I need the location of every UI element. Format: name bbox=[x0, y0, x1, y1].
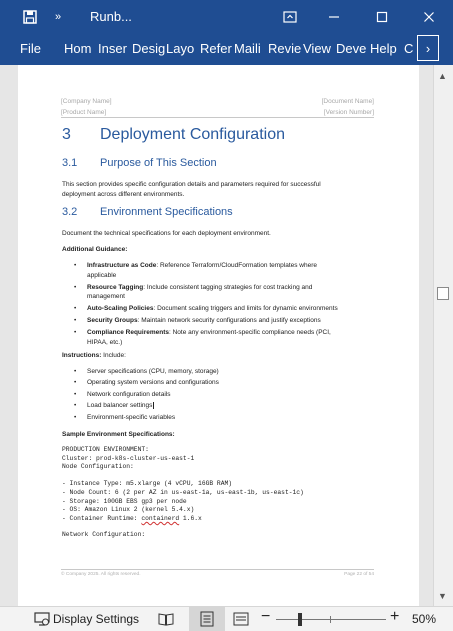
tab-help[interactable]: Help bbox=[370, 41, 397, 56]
zoom-level[interactable]: 50% bbox=[412, 612, 437, 626]
tab-insert[interactable]: Inser bbox=[98, 41, 127, 56]
code-line: Network Configuration: bbox=[62, 531, 146, 538]
zoom-slider-thumb[interactable] bbox=[298, 613, 302, 626]
tab-mailings[interactable]: Maili bbox=[234, 41, 261, 56]
display-settings-button[interactable]: Display Settings bbox=[53, 612, 140, 626]
print-layout-icon bbox=[200, 611, 214, 627]
tab-home[interactable]: Hom bbox=[64, 41, 92, 56]
tab-review[interactable]: Revie bbox=[268, 41, 302, 56]
status-bar bbox=[0, 606, 453, 631]
code-line: - Storage: 100GB EBS gp3 per node bbox=[62, 497, 187, 505]
code-line: - Instance Type: m5.xlarge (4 vCPU, 16GB RAM) bbox=[62, 480, 233, 488]
code-line-runtime: - Container Runtime: containerd 1.6.x bbox=[62, 514, 202, 522]
vertical-scrollbar[interactable] bbox=[433, 65, 453, 606]
scrollbar-thumb[interactable] bbox=[437, 287, 449, 300]
ribbon-tabs bbox=[0, 33, 453, 65]
text-cursor bbox=[153, 402, 154, 409]
zoom-slider-center-tick bbox=[330, 616, 331, 623]
tab-design[interactable]: Desig bbox=[132, 41, 166, 56]
display-settings-icon[interactable] bbox=[34, 611, 50, 627]
tab-references[interactable]: Refer bbox=[200, 41, 232, 56]
purpose-text-line-1: This section provides specific configuration details and parameters required for successful bbox=[62, 181, 321, 188]
read-mode-icon[interactable] bbox=[158, 611, 174, 627]
sample-specifications-label: Sample Environment Specifications: bbox=[62, 431, 175, 438]
subsection-number-purpose: 3.1 bbox=[62, 157, 78, 169]
maximize-icon[interactable] bbox=[368, 0, 396, 33]
purpose-text-line-2: deployment across different environments. bbox=[62, 191, 185, 198]
list-item: • Server specifications (CPU, memory, storage) bbox=[74, 368, 219, 375]
zoom-out-button[interactable]: − bbox=[261, 608, 271, 625]
print-layout-button[interactable] bbox=[189, 607, 225, 631]
document-title: Runb... bbox=[90, 9, 132, 24]
environment-intro-text: Document the technical specifications for each deployment environment. bbox=[62, 230, 271, 237]
list-item: • Infrastructure as Code: Reference Terraform/CloudFormation templates where applicable bbox=[74, 262, 318, 279]
document-page[interactable] bbox=[18, 65, 419, 606]
chevron-right-icon: › bbox=[425, 40, 431, 56]
tab-developer[interactable]: Deve bbox=[336, 41, 367, 56]
list-item: • Resource Tagging: Include consistent tagging strategies for cost tracking and management bbox=[74, 283, 313, 301]
code-line: Node Configuration: bbox=[62, 463, 134, 471]
instructions-text: Instructions: Include: bbox=[62, 352, 126, 359]
instructions-list bbox=[74, 367, 374, 423]
header-divider bbox=[61, 117, 374, 118]
ribbon-more-tabs-button[interactable] bbox=[417, 35, 439, 61]
code-line: - Node Count: 6 (2 per AZ in us-east-1a, us-east-1b, us-east-1c) bbox=[62, 489, 304, 496]
tab-overflow[interactable]: C bbox=[404, 41, 414, 56]
list-item: • Compliance Requirements: Note any environment-specific compliance needs (PCI, HIPAA, etc.) bbox=[74, 328, 331, 346]
code-line: - OS: Amazon Linux 2 (kernel 5.4.x) bbox=[62, 506, 195, 514]
customize-quick-access-icon[interactable]: » bbox=[54, 10, 62, 23]
code-line: PRODUCTION ENVIRONMENT: bbox=[62, 446, 149, 453]
list-item: • Operating system versions and configurations bbox=[74, 379, 219, 387]
guidance-list bbox=[74, 261, 374, 347]
code-line: Cluster: prod-k8s-cluster-us-east-1 bbox=[62, 454, 195, 462]
zoom-in-button[interactable]: + bbox=[390, 608, 400, 625]
web-layout-icon[interactable] bbox=[233, 612, 249, 626]
footer-page-number: Page 22 of 54 bbox=[344, 572, 374, 577]
spelling-error-word[interactable]: containerd bbox=[141, 514, 180, 522]
document-workspace bbox=[0, 65, 453, 606]
header-company-name: [Company Name] bbox=[61, 98, 112, 105]
footer-copyright: © Company 2025. All rights reserved. bbox=[61, 572, 141, 577]
ribbon-display-icon[interactable] bbox=[276, 0, 304, 33]
list-item: • Environment-specific variables bbox=[74, 413, 176, 421]
header-document-name: [Document Name] bbox=[321, 98, 374, 105]
scroll-down-icon[interactable]: ▼ bbox=[438, 591, 447, 601]
header-version-number: [Version Number] bbox=[323, 109, 374, 116]
subsection-title-environment: Environment Specifications bbox=[100, 206, 233, 218]
title-bar bbox=[0, 0, 453, 33]
minimize-icon[interactable] bbox=[320, 0, 348, 33]
subsection-title-purpose: Purpose of This Section bbox=[100, 157, 217, 169]
scroll-up-icon[interactable]: ▲ bbox=[438, 71, 447, 81]
header-product-name: [Product Name] bbox=[61, 109, 107, 116]
section-number: 3 bbox=[62, 126, 71, 143]
list-item: • Security Groups: Maintain network security configurations and justify exceptions bbox=[74, 316, 321, 324]
subsection-number-environment: 3.2 bbox=[62, 206, 78, 218]
list-item: • Auto-Scaling Policies: Document scaling triggers and limits for dynamic environments bbox=[74, 305, 338, 313]
list-item: • Network configuration details bbox=[74, 390, 171, 398]
tab-view[interactable]: View bbox=[303, 41, 331, 56]
list-item: • Load balancer settings bbox=[74, 402, 153, 410]
footer-divider bbox=[61, 569, 374, 570]
save-icon[interactable] bbox=[15, 0, 45, 33]
zoom-slider[interactable] bbox=[276, 619, 386, 620]
additional-guidance-label: Additional Guidance: bbox=[62, 246, 128, 253]
tab-file[interactable]: File bbox=[20, 41, 41, 56]
close-icon[interactable] bbox=[415, 0, 443, 33]
section-title: Deployment Configuration bbox=[100, 126, 285, 143]
tab-layout[interactable]: Layo bbox=[166, 41, 195, 56]
